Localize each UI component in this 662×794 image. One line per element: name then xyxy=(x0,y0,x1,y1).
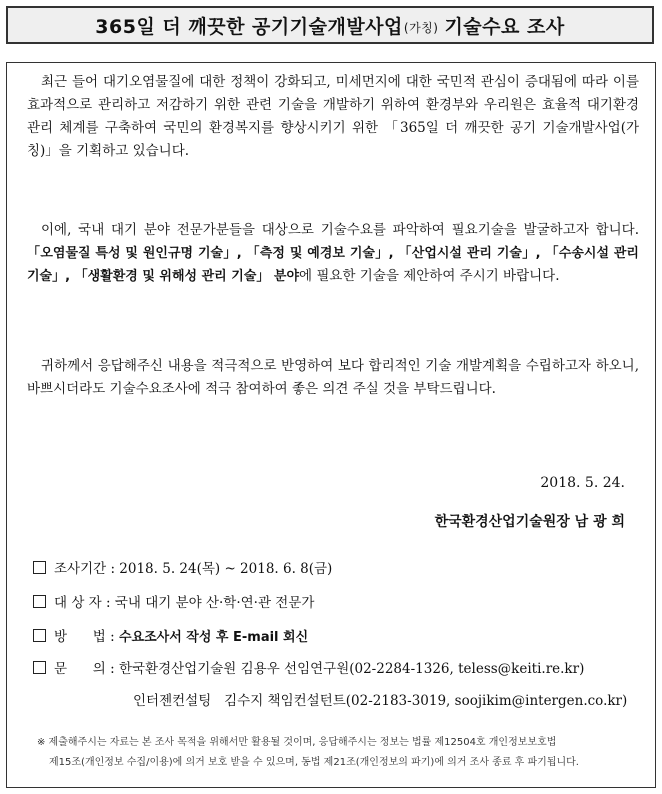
contact-line-2: 인터젠컨설팅 김수지 책임컨설턴트(02-2183-3019, soojikim@intergen.co.kr) xyxy=(133,693,628,709)
info-contact xyxy=(33,657,584,677)
checkbox-square-icon xyxy=(33,561,46,574)
privacy-notice xyxy=(37,733,637,773)
paragraph-closing: 귀하께서 응답해주신 내용을 적극적으로 반영하여 보다 합리적인 기술 개발계획을 수립하고자 하오니, 바쁘시더라도 기술수요조사에 적극 참여하여 좋은 의견 주실 것을 부탁드립니다. xyxy=(27,358,639,397)
request-text-end: 에 필요한 기술을 제안하여 주시기 바랍니다. xyxy=(299,268,560,284)
title-box xyxy=(6,6,654,44)
target-text: 대 상 자 : 국내 대기 분야 산·학·연·관 전문가 xyxy=(54,595,315,611)
title-main: 365일 더 깨끗한 공기기술개발사업 xyxy=(95,15,403,38)
checkbox-square-icon xyxy=(33,661,46,674)
paragraph-request xyxy=(27,219,639,288)
checkbox-square-icon xyxy=(33,595,46,608)
method-label: 방 법 : xyxy=(54,629,119,645)
request-fields: 「오염물질 특성 및 원인규명 기술」, 「측정 및 예경보 기술」, 「산업시설 관리 기술」, 「수송시설 관리 기술」, 「생활환경 및 위해성 관리 기술」 분야 xyxy=(27,246,639,284)
notice-line-2: 제15조(개인정보 수집/이용)에 의거 보호 받을 수 있으며, 동법 제21조(개인정보의 파기)에 의거 조사 종료 후 파기됩니다. xyxy=(49,757,579,768)
info-period xyxy=(33,557,332,577)
info-target xyxy=(33,591,314,611)
title-sub: (가칭) xyxy=(403,20,439,35)
info-contact-2 xyxy=(133,689,627,709)
paragraph-intro: 최근 들어 대기오염물질에 대한 정책이 강화되고, 미세먼지에 대한 국민적 관심이 증대됨에 따라 이를 효과적으로 관리하고 저감하기 위한 관련 기술을 개발하기 위하여 환경부와 우리원은 효율적 대기환경 관리 체계를 구축하여 국민의 환경복지를 향상시키기 위한 「365일 더 깨끗한 공기 기술개발사업(가칭)」을 기획하고 있습니다. xyxy=(27,74,639,159)
letter-signer: 한국환경산업기술원장 남 광 희 xyxy=(434,514,625,530)
method-value: 수요조사서 작성 후 E-mail 회신 xyxy=(118,630,309,645)
info-method xyxy=(33,625,308,645)
letter-date: 2018. 5. 24. xyxy=(540,475,625,491)
contact-line-1: 문 의 : 한국환경산업기술원 김용우 선임연구원(02-2284-1326, teless@keiti.re.kr) xyxy=(54,661,585,677)
checkbox-square-icon xyxy=(33,629,46,642)
title-rest: 기술수요 조사 xyxy=(444,15,565,38)
letter-body xyxy=(6,62,656,788)
period-text: 조사기간 : 2018. 5. 24(목) ~ 2018. 6. 8(금) xyxy=(54,561,333,577)
request-text-start: 이에, 국내 대기 분야 전문가분들을 대상으로 기술수요를 파악하여 필요기술을 발굴하고자 합니다. xyxy=(41,222,639,238)
notice-line-1: ※ 제출해주시는 자료는 본 조사 목적을 위해서만 활용될 것이며, 응답해주시는 정보는 법률 제12504호 개인정보보호법 xyxy=(37,737,557,748)
